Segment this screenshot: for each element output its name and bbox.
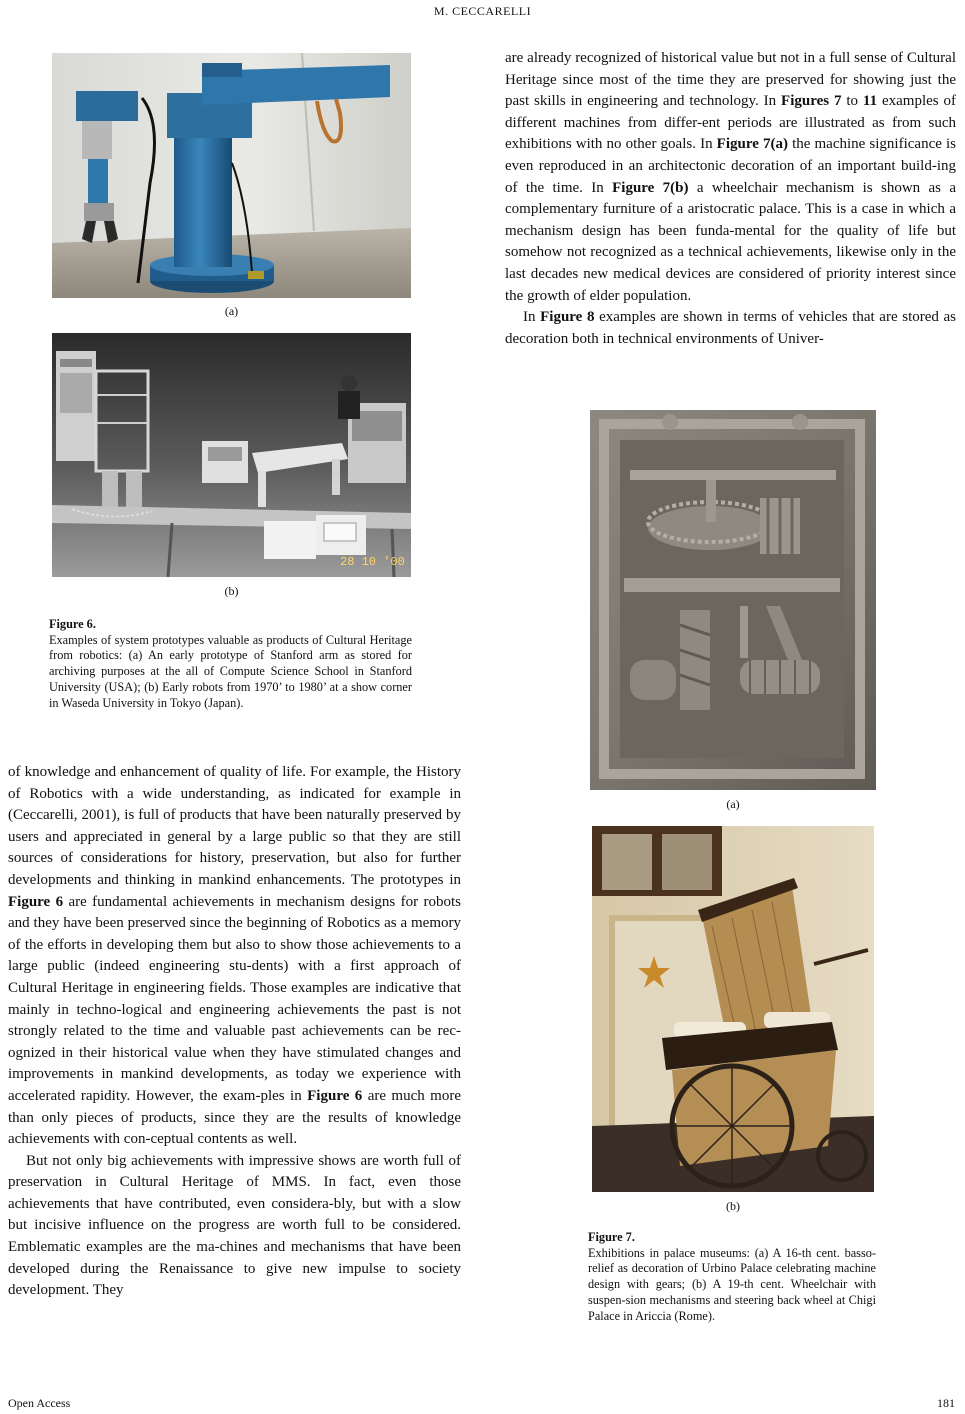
footer-open-access: Open Access: [8, 1396, 71, 1410]
text-run: the machine significance is even reproduced in an architectonic decoration of an important build-ing of the time. In: [505, 136, 956, 196]
figure-6a-label: (a): [224, 304, 239, 318]
figure-7-caption-text: Exhibitions in palace museums: (a) A 16-th cent. basso-relief as decoration of Urbino Palace celebrating machine design with gears; (b) A 19-th cent. Wheelchair with suspen-sion mechanisms and steering back wheel at Chigi Palace in Ariccia (Rome).: [588, 1245, 876, 1323]
figure-ref: Figure 8: [540, 309, 595, 326]
figure-7a-image: [590, 410, 876, 790]
figure-ref: 11: [862, 93, 878, 110]
text-run: examples of different machines from differ-ent periods are illustrated as from such exhibitions with no other goals. In: [505, 93, 957, 153]
figure-ref: Figure 6: [307, 1087, 363, 1104]
figure-ref: Figures 7: [781, 93, 842, 110]
right-paragraph-2: [505, 307, 956, 350]
text-run: examples are shown in terms of vehicles that are stored as decoration both in technical environments of Univer-: [505, 309, 957, 347]
figure-6-caption: [49, 617, 412, 711]
figure-6b-date-stamp: 28 10 '00: [340, 555, 405, 569]
text-run: In: [523, 309, 541, 326]
figure-7b-image: [592, 826, 874, 1192]
text-run: a wheelchair mechanism is shown as a complementary furniture of a aristocratic palace. This is a case in which a mechanism design has been funda-mental for the quality of life but somehow not recognized as a technical achievements, likewise only in the last decades new medical devices are considered of priority interest since the growth of elder population.: [505, 179, 957, 304]
figure-6-caption-text: Examples of system prototypes valuable as products of Cultural Heritage from robotics: (a) An early prototype of Stanford arm as stored for archiving purposes at the all of Compute Science School in Stanford University (USA); (b) Early robots from 1970’ to 1980’ at a show corner in Waseda University in Tokyo (Japan).: [49, 632, 412, 710]
right-column-text: [505, 48, 956, 350]
left-paragraph-1: [8, 762, 461, 1151]
left-paragraph-2: But not only big achievements with impressive shows are worth full of preservation in Cultural Heritage of MMS. In fact, even those achievements that have contributed, even considera-bly, but with a slow but incisive influence on the progress are worth full to be considered. Emblematic examples are the ma-chines and mechanisms that have been developed during the Renaissance to give new impulse to society development. They: [8, 1152, 461, 1299]
left-column-text: [8, 762, 461, 1302]
figure-6-title: Figure 6.: [49, 617, 96, 631]
figure-6b-image: [52, 333, 411, 577]
text-run: are much more than only pieces of products, since they are the results of knowledge achievements with con-ceptual contents as well.: [8, 1087, 461, 1148]
figure-7a-label: (a): [726, 797, 740, 811]
figure-ref: Figure 7(a): [716, 136, 788, 153]
figure-7-caption: [588, 1230, 876, 1324]
figure-6a-image: [52, 53, 411, 298]
text-run: of knowledge and enhancement of quality of life. For example, the History of Robotics with a wide understanding, as indicated for example in (Ceccarelli, 2001), is full of products that have been naturally preserved by users and appreciated in general by a large public so that they are still sources of considerations for history, preservation, but also for further developments and thinking in mankind enhancements. The prototypes in: [8, 764, 461, 888]
right-paragraph-1: [505, 48, 956, 307]
page-number: 181: [937, 1396, 955, 1410]
figure-ref: Figure 6: [8, 893, 64, 910]
figure-6b-label: (b): [224, 584, 239, 598]
figure-7b-label: (b): [726, 1199, 740, 1213]
text-run: are fundamental achievements in mechanism designs for robots and they have been preserved since the beginning of Robotics as a memory of the efforts in developing them but also to show those achievements to a large public (indeed engineering stu-dents) with a first approach of Cultural Heritage in engineering fields. Those examples are indicative that mainly in techno-logical and engineering achievements the past is not strongly related to the time and valuable past achievements can be rec-ognized in their historical value when they have stimulated changes and improvements in mankind developments, as today we experience with accelerated rapidity. However, the exam-ples in: [8, 893, 461, 1104]
text-run: to: [841, 93, 863, 110]
running-header: M. CECCARELLI: [433, 4, 532, 18]
figure-ref: Figure 7(b): [612, 179, 689, 196]
text-run: are already recognized of historical value but not in a full sense of Cultural Heritage since most of the time they are preserved for showing just the past skills in engineering and technology. In: [505, 50, 956, 110]
figure-7-title: Figure 7.: [588, 1230, 635, 1244]
